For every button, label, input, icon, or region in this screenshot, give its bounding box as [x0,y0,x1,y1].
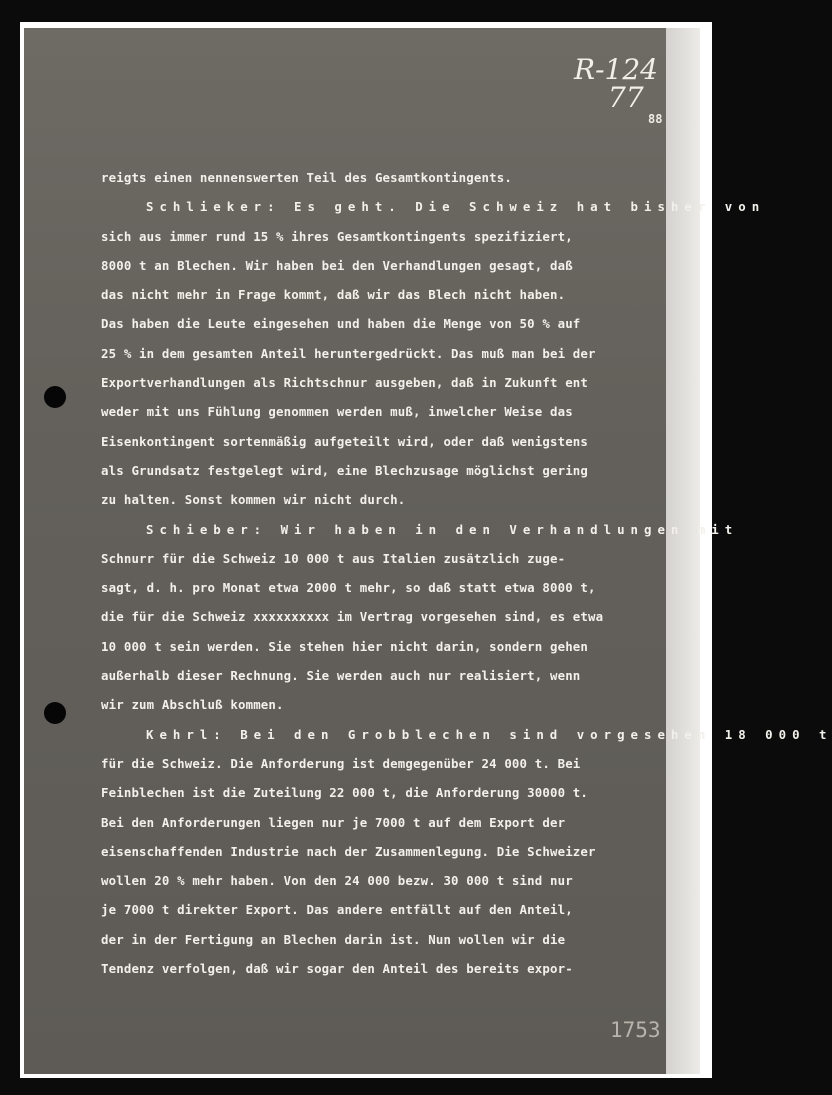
text-line: Feinblechen ist die Zuteilung 22 000 t, die Anforderung 30000 t. [101,785,589,801]
text-line: Bei den Anforderungen liegen nur je 7000 t auf dem Export der [101,814,566,830]
handwritten-annotation-line2: 77 [608,81,644,114]
page-mark: 88 [648,112,663,126]
text-line: wollen 20 % mehr haben. Von den 24 000 bezw. 30 000 t sind nur [101,873,573,889]
text-line: Das haben die Leute eingesehen und haben die Menge von 50 % auf [101,316,581,332]
text-line: der in der Fertigung an Blechen darin ist. Nun wollen wir die [101,931,566,947]
text-line: Exportverhandlungen als Richtschnur ausgeben, daß in Zukunft ent [101,375,589,391]
text-line: das nicht mehr in Frage kommt, daß wir das Blech nicht haben. [101,287,566,303]
text-line: eisenschaffenden Industrie nach der Zusammenlegung. Die Schweizer [101,843,596,859]
text-line: als Grundsatz festgelegt wird, eine Blechzusage möglichst gering [101,462,589,478]
text-line: weder mit uns Fühlung genommen werden muß, inwelcher Weise das [101,404,573,420]
text-line-speaker-schlieker: Schlieker: Es geht. Die Schweiz hat bisher von [146,199,766,215]
text-line-speaker-schieber: Schieber: Wir haben in den Verhandlungen mit [146,521,739,537]
text-line: 25 % in dem gesamten Anteil heruntergedrückt. Das muß man bei der [101,345,596,361]
text-line: 10 000 t sein werden. Sie stehen hier nicht darin, sondern gehen [101,638,589,654]
document-text [101,163,832,983]
punch-hole-top [44,386,66,408]
archive-stamp-number: 1753 [610,1018,661,1042]
text-line: außerhalb dieser Rechnung. Sie werden auch nur realisiert, wenn [101,668,581,684]
text-line: Tendenz verfolgen, daß wir sogar den Anteil des bereits expor- [101,961,573,977]
text-line: reigts einen nennenswerten Teil des Gesamtkontingents. [101,170,512,185]
text-line: die für die Schweiz xxxxxxxxxx im Vertrag vorgesehen sind, es etwa [101,609,604,625]
text-line: sagt, d. h. pro Monat etwa 2000 t mehr, so daß statt etwa 8000 t, [101,580,596,596]
text-line: Schnurr für die Schweiz 10 000 t aus Italien zusätzlich zuge- [101,550,566,566]
text-line: 8000 t an Blechen. Wir haben bei den Verhandlungen gesagt, daß [101,257,573,273]
text-line-speaker-kehrl: Kehrl: Bei den Grobblechen sind vorgesehen 18 000 t [146,726,832,742]
handwritten-annotation-line1: R-124 [574,53,658,86]
text-line: zu halten. Sonst kommen wir nicht durch. [101,492,406,508]
text-line: Eisenkontingent sortenmäßig aufgeteilt wird, oder daß wenigstens [101,433,589,449]
text-line: sich aus immer rund 15 % ihres Gesamtkontingents spezifiziert, [101,228,573,244]
text-line: je 7000 t direkter Export. Das andere entfällt auf den Anteil, [101,902,573,918]
text-line: wir zum Abschluß kommen. [101,697,284,713]
text-line: für die Schweiz. Die Anforderung ist demgegenüber 24 000 t. Bei [101,755,581,771]
punch-hole-bottom [44,702,66,724]
